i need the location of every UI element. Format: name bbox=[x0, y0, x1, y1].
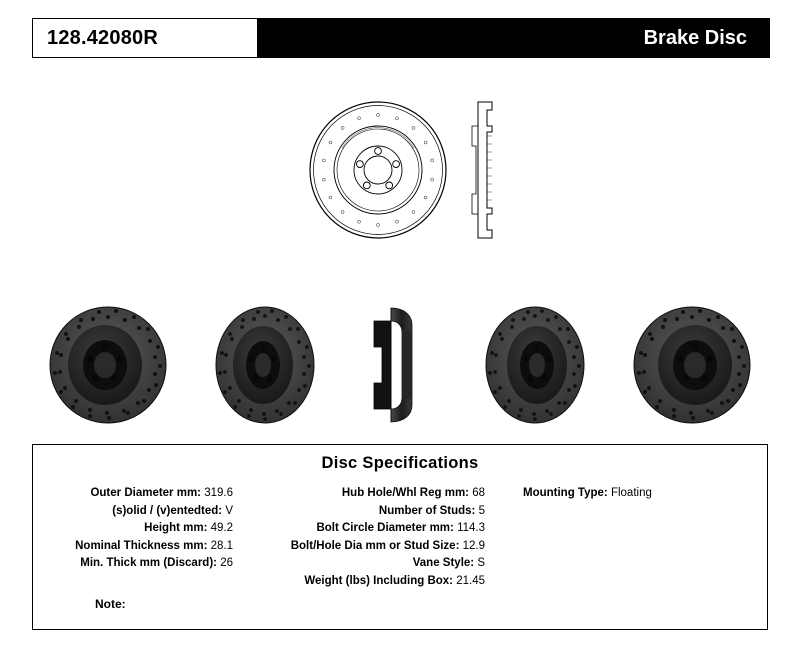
note-row bbox=[95, 597, 126, 611]
spec-value: 5 bbox=[478, 504, 485, 517]
spec-label: Weight (lbs) Including Box: bbox=[304, 574, 454, 587]
spec-row bbox=[265, 520, 485, 538]
part-number-box bbox=[33, 19, 257, 57]
spec-value: 28.1 bbox=[210, 539, 233, 552]
disc-specifications-panel bbox=[32, 444, 768, 630]
specs-column-right bbox=[523, 485, 763, 503]
spec-value: S bbox=[477, 557, 485, 569]
header-bar bbox=[32, 18, 770, 58]
left-angled-drilled-rotor bbox=[50, 307, 166, 423]
center-edge-profile bbox=[374, 308, 412, 422]
spec-label: Nominal Thickness mm: bbox=[75, 539, 208, 552]
note-label: Note: bbox=[95, 597, 126, 611]
document-title-box bbox=[469, 19, 769, 57]
spec-label: Bolt/Hole Dia mm or Stud Size: bbox=[290, 539, 460, 552]
spec-row bbox=[33, 485, 233, 503]
page-title: Brake Disc bbox=[643, 26, 747, 49]
right-angled-drilled-rotor bbox=[634, 307, 750, 423]
spec-row bbox=[265, 485, 485, 503]
spec-label: Mounting Type: bbox=[523, 487, 608, 499]
spec-label: Bolt Circle Diameter mm: bbox=[316, 522, 454, 534]
spec-label: (s)olid / (v)entedted: bbox=[112, 504, 223, 517]
spec-row bbox=[265, 538, 485, 556]
spec-value: 114.3 bbox=[457, 522, 485, 534]
spec-value: 319.6 bbox=[204, 487, 233, 499]
spec-value: 21.45 bbox=[456, 574, 485, 587]
technical-drawing bbox=[0, 60, 800, 440]
left-center-drilled-rotor bbox=[216, 307, 314, 423]
right-center-drilled-rotor bbox=[486, 307, 584, 423]
spec-label: Vane Style: bbox=[412, 557, 475, 569]
spec-row bbox=[265, 573, 485, 591]
spec-row bbox=[33, 538, 233, 556]
spec-label: Height mm: bbox=[144, 522, 208, 534]
top-edge-section-view bbox=[472, 102, 492, 238]
spec-label: Outer Diameter mm: bbox=[90, 487, 202, 499]
spec-row bbox=[33, 520, 233, 538]
spec-label: Min. Thick mm (Discard): bbox=[80, 557, 217, 569]
spec-value: 12.9 bbox=[462, 539, 485, 552]
specs-section-title: Disc Specifications bbox=[321, 454, 479, 472]
spec-row bbox=[523, 485, 763, 503]
spec-label: Number of Studs: bbox=[378, 504, 476, 517]
spec-value: Floating bbox=[610, 487, 652, 499]
spec-row bbox=[265, 503, 485, 521]
spec-label: Hub Hole/Whl Reg mm: bbox=[341, 487, 469, 499]
specs-column-left bbox=[33, 485, 233, 573]
spec-row bbox=[33, 555, 233, 573]
spec-value: 68 bbox=[472, 487, 485, 499]
part-number: 128.42080R bbox=[47, 26, 158, 49]
spec-row bbox=[265, 555, 485, 573]
specs-columns bbox=[33, 485, 767, 585]
specs-column-middle bbox=[265, 485, 485, 590]
top-front-view-drilled-rotor bbox=[310, 102, 446, 238]
spec-row bbox=[33, 503, 233, 521]
spec-value: 49.2 bbox=[210, 522, 233, 534]
spec-value: V bbox=[225, 504, 233, 517]
spec-value: 26 bbox=[220, 557, 233, 569]
